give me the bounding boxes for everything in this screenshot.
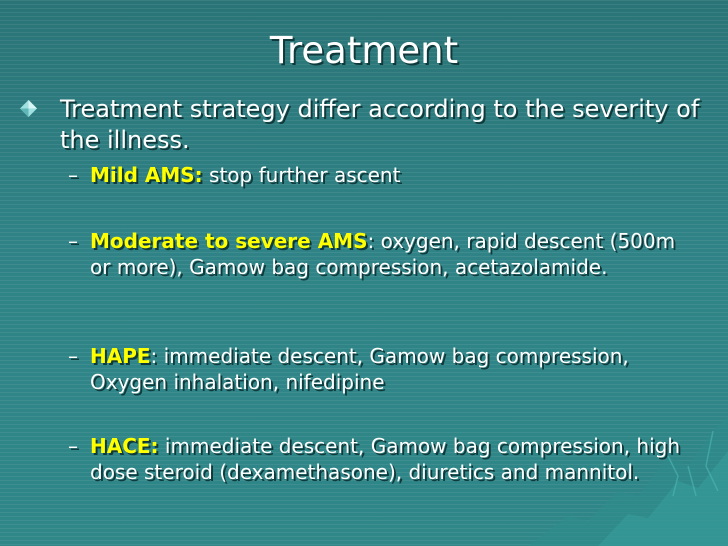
sub-item-dash: – [68, 344, 78, 368]
sub-item-hape [68, 343, 688, 395]
sub-item-highlight: HACE: [90, 434, 159, 458]
sub-item-text: : oxygen, rapid descent (500m or more), Gamow bag compression, acetazolamide. [90, 229, 676, 279]
sub-item-highlight: Mild AMS: [90, 163, 203, 187]
sub-item-text: immediate descent, Gamow bag compression, high dose steroid (dexamethasone), diuretics and mannitol. [90, 434, 681, 484]
sub-item-hace [68, 433, 688, 485]
sub-item-dash: – [68, 163, 78, 187]
sub-item-moderate-ams [68, 228, 688, 280]
main-bullet [20, 94, 720, 156]
sub-item-highlight: Moderate to severe AMS [90, 229, 368, 253]
sub-item-highlight: HAPE [90, 344, 151, 368]
diamond-bullet-icon [20, 100, 37, 117]
sub-item-dash: – [68, 229, 78, 253]
sub-item-mild-ams [68, 162, 688, 188]
slide-title: Treatment [269, 29, 459, 72]
sub-item-dash: – [68, 434, 78, 458]
sub-item-text: stop further ascent [202, 163, 401, 187]
sub-item-text: : immediate descent, Gamow bag compression, Oxygen inhalation, nifedipine [90, 344, 629, 394]
main-bullet-text: Treatment strategy differ according to the severity of the illness. [60, 95, 700, 154]
